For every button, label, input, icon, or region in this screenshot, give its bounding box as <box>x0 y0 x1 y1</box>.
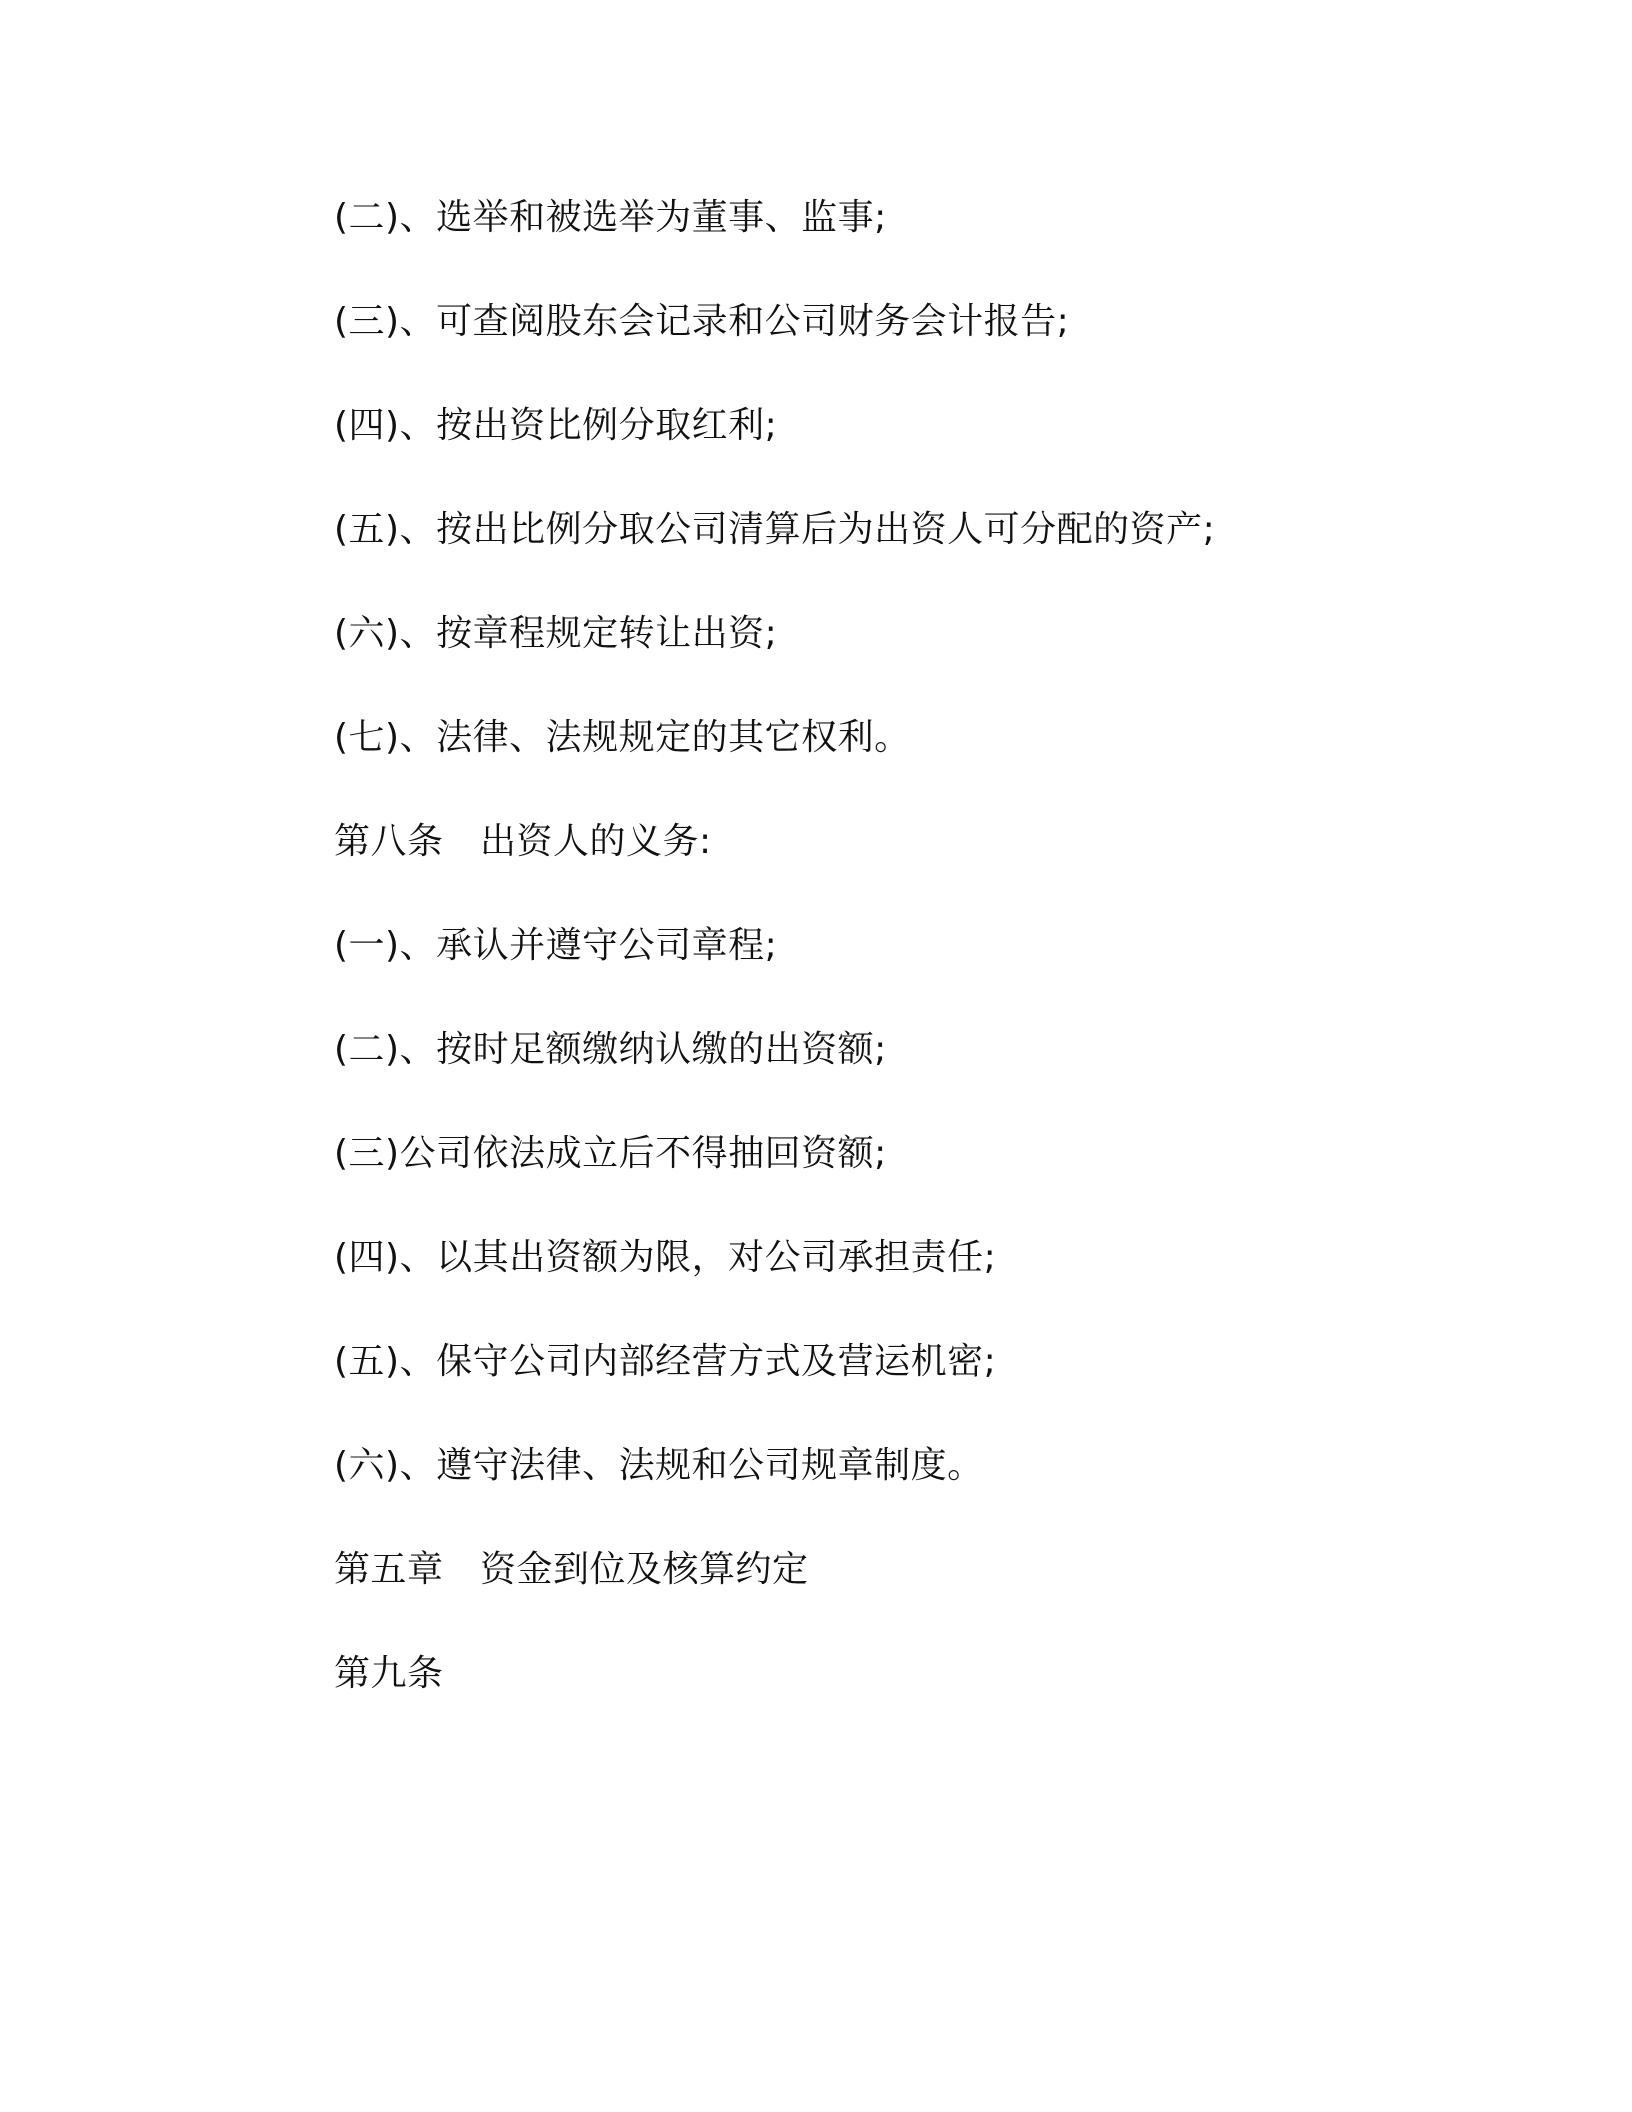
article-9-heading: 第九条 <box>334 1653 444 1694</box>
clause-duty-3-no-withdrawal: (三)公司依法成立后不得抽回资额; <box>334 1133 887 1174</box>
clause-duty-1-articles: (一)、承认并遵守公司章程; <box>334 925 778 966</box>
clause-duty-4-liability: (四)、以其出资额为限，对公司承担责任; <box>334 1237 997 1278</box>
clause-right-7-other-rights: (七)、法律、法规规定的其它权利。 <box>334 717 911 758</box>
article-8-heading: 第八条 出资人的义务: <box>334 821 712 862</box>
chapter-5-heading: 第五章 资金到位及核算约定 <box>334 1549 809 1590</box>
clause-duty-2-payment: (二)、按时足额缴纳认缴的出资额; <box>334 1029 887 1070</box>
clause-duty-6-compliance: (六)、遵守法律、法规和公司规章制度。 <box>334 1445 984 1486</box>
clause-right-4-dividends: (四)、按出资比例分取红利; <box>334 405 778 446</box>
clause-right-6-transfer: (六)、按章程规定转让出资; <box>334 613 778 654</box>
clause-right-5-liquidation: (五)、按出比例分取公司清算后为出资人可分配的资产; <box>334 509 1216 550</box>
clause-right-3-review-records: (三)、可查阅股东会记录和公司财务会计报告; <box>334 301 1070 342</box>
clause-duty-5-confidentiality: (五)、保守公司内部经营方式及营运机密; <box>334 1341 997 1382</box>
clause-right-2-elect: (二)、选举和被选举为董事、监事; <box>334 197 887 238</box>
